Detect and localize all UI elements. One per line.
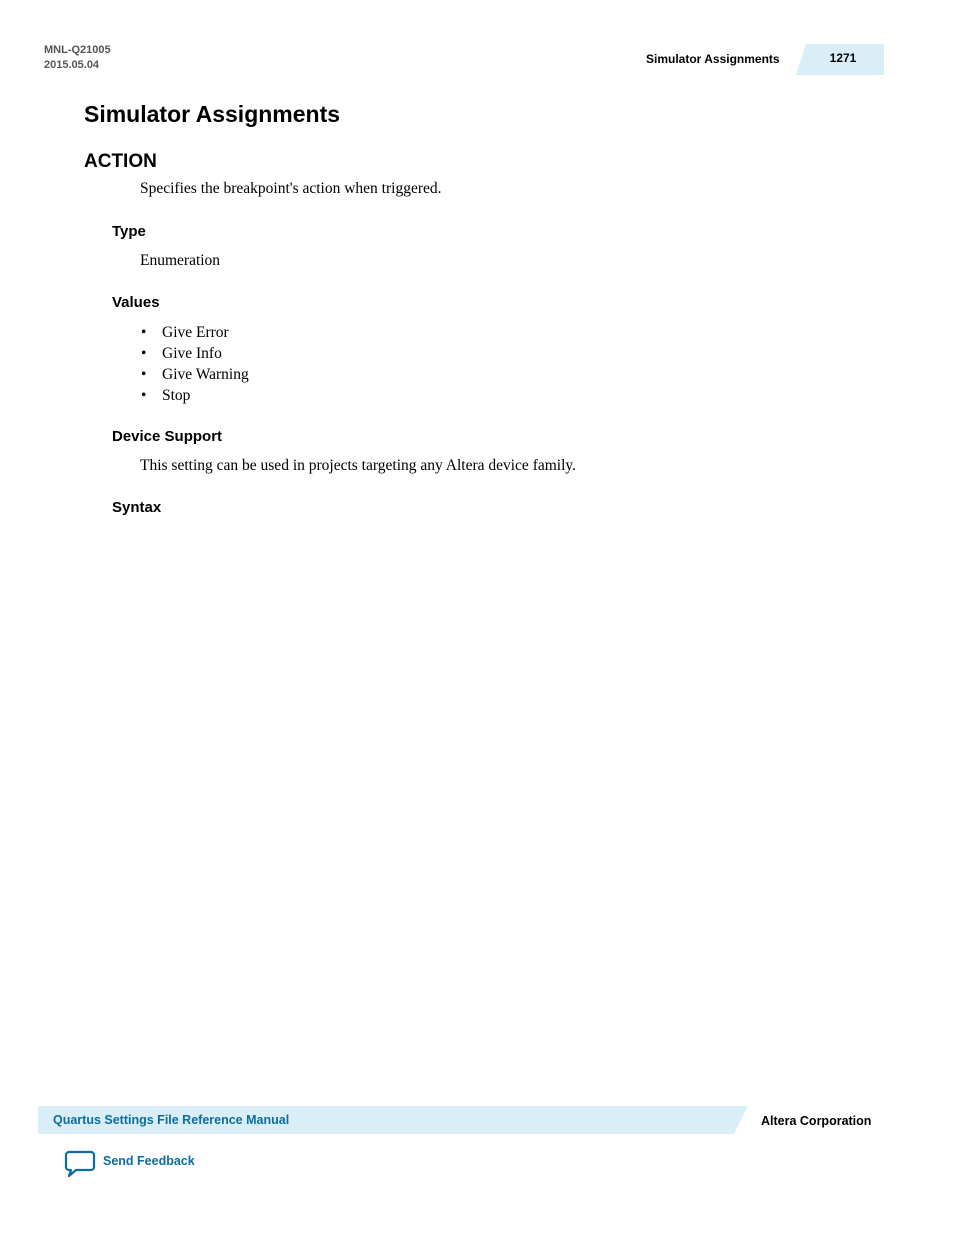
device-support-text: This setting can be used in projects targeting any Altera device family. <box>140 457 577 474</box>
bullet: • <box>141 345 147 362</box>
list-item <box>140 343 249 364</box>
speech-bubble-icon[interactable] <box>64 1150 96 1178</box>
value-item-give-info: Give Info <box>162 345 222 362</box>
device-support-heading: Device Support <box>112 428 223 445</box>
footer-company: Altera Corporation <box>761 1114 872 1128</box>
syntax-heading: Syntax <box>112 499 162 516</box>
header-section-title: Simulator Assignments <box>646 52 780 66</box>
send-feedback-label[interactable]: Send Feedback <box>103 1154 195 1168</box>
bullet: • <box>141 366 147 383</box>
page-number-tab <box>796 44 884 75</box>
list-item <box>140 385 249 406</box>
page-title: Simulator Assignments <box>84 101 341 127</box>
assignment-heading: ACTION <box>84 151 157 172</box>
document-date: 2015.05.04 <box>44 59 100 71</box>
footer-manual-title[interactable]: Quartus Settings File Reference Manual <box>53 1113 290 1127</box>
values-heading: Values <box>112 294 160 311</box>
list-item <box>140 364 249 385</box>
type-heading: Type <box>112 223 146 240</box>
bullet: • <box>141 324 147 341</box>
document-id-block <box>44 43 111 73</box>
value-item-stop: Stop <box>162 387 191 404</box>
value-item-give-error: Give Error <box>162 324 229 341</box>
document-id: MNL-Q21005 <box>44 44 111 56</box>
bullet: • <box>141 387 147 404</box>
value-item-give-warning: Give Warning <box>162 366 249 383</box>
page-number: 1271 <box>829 51 857 65</box>
list-item <box>140 322 249 343</box>
values-list <box>140 322 249 406</box>
assignment-description: Specifies the breakpoint's action when triggered. <box>140 180 442 197</box>
type-value: Enumeration <box>140 252 221 269</box>
